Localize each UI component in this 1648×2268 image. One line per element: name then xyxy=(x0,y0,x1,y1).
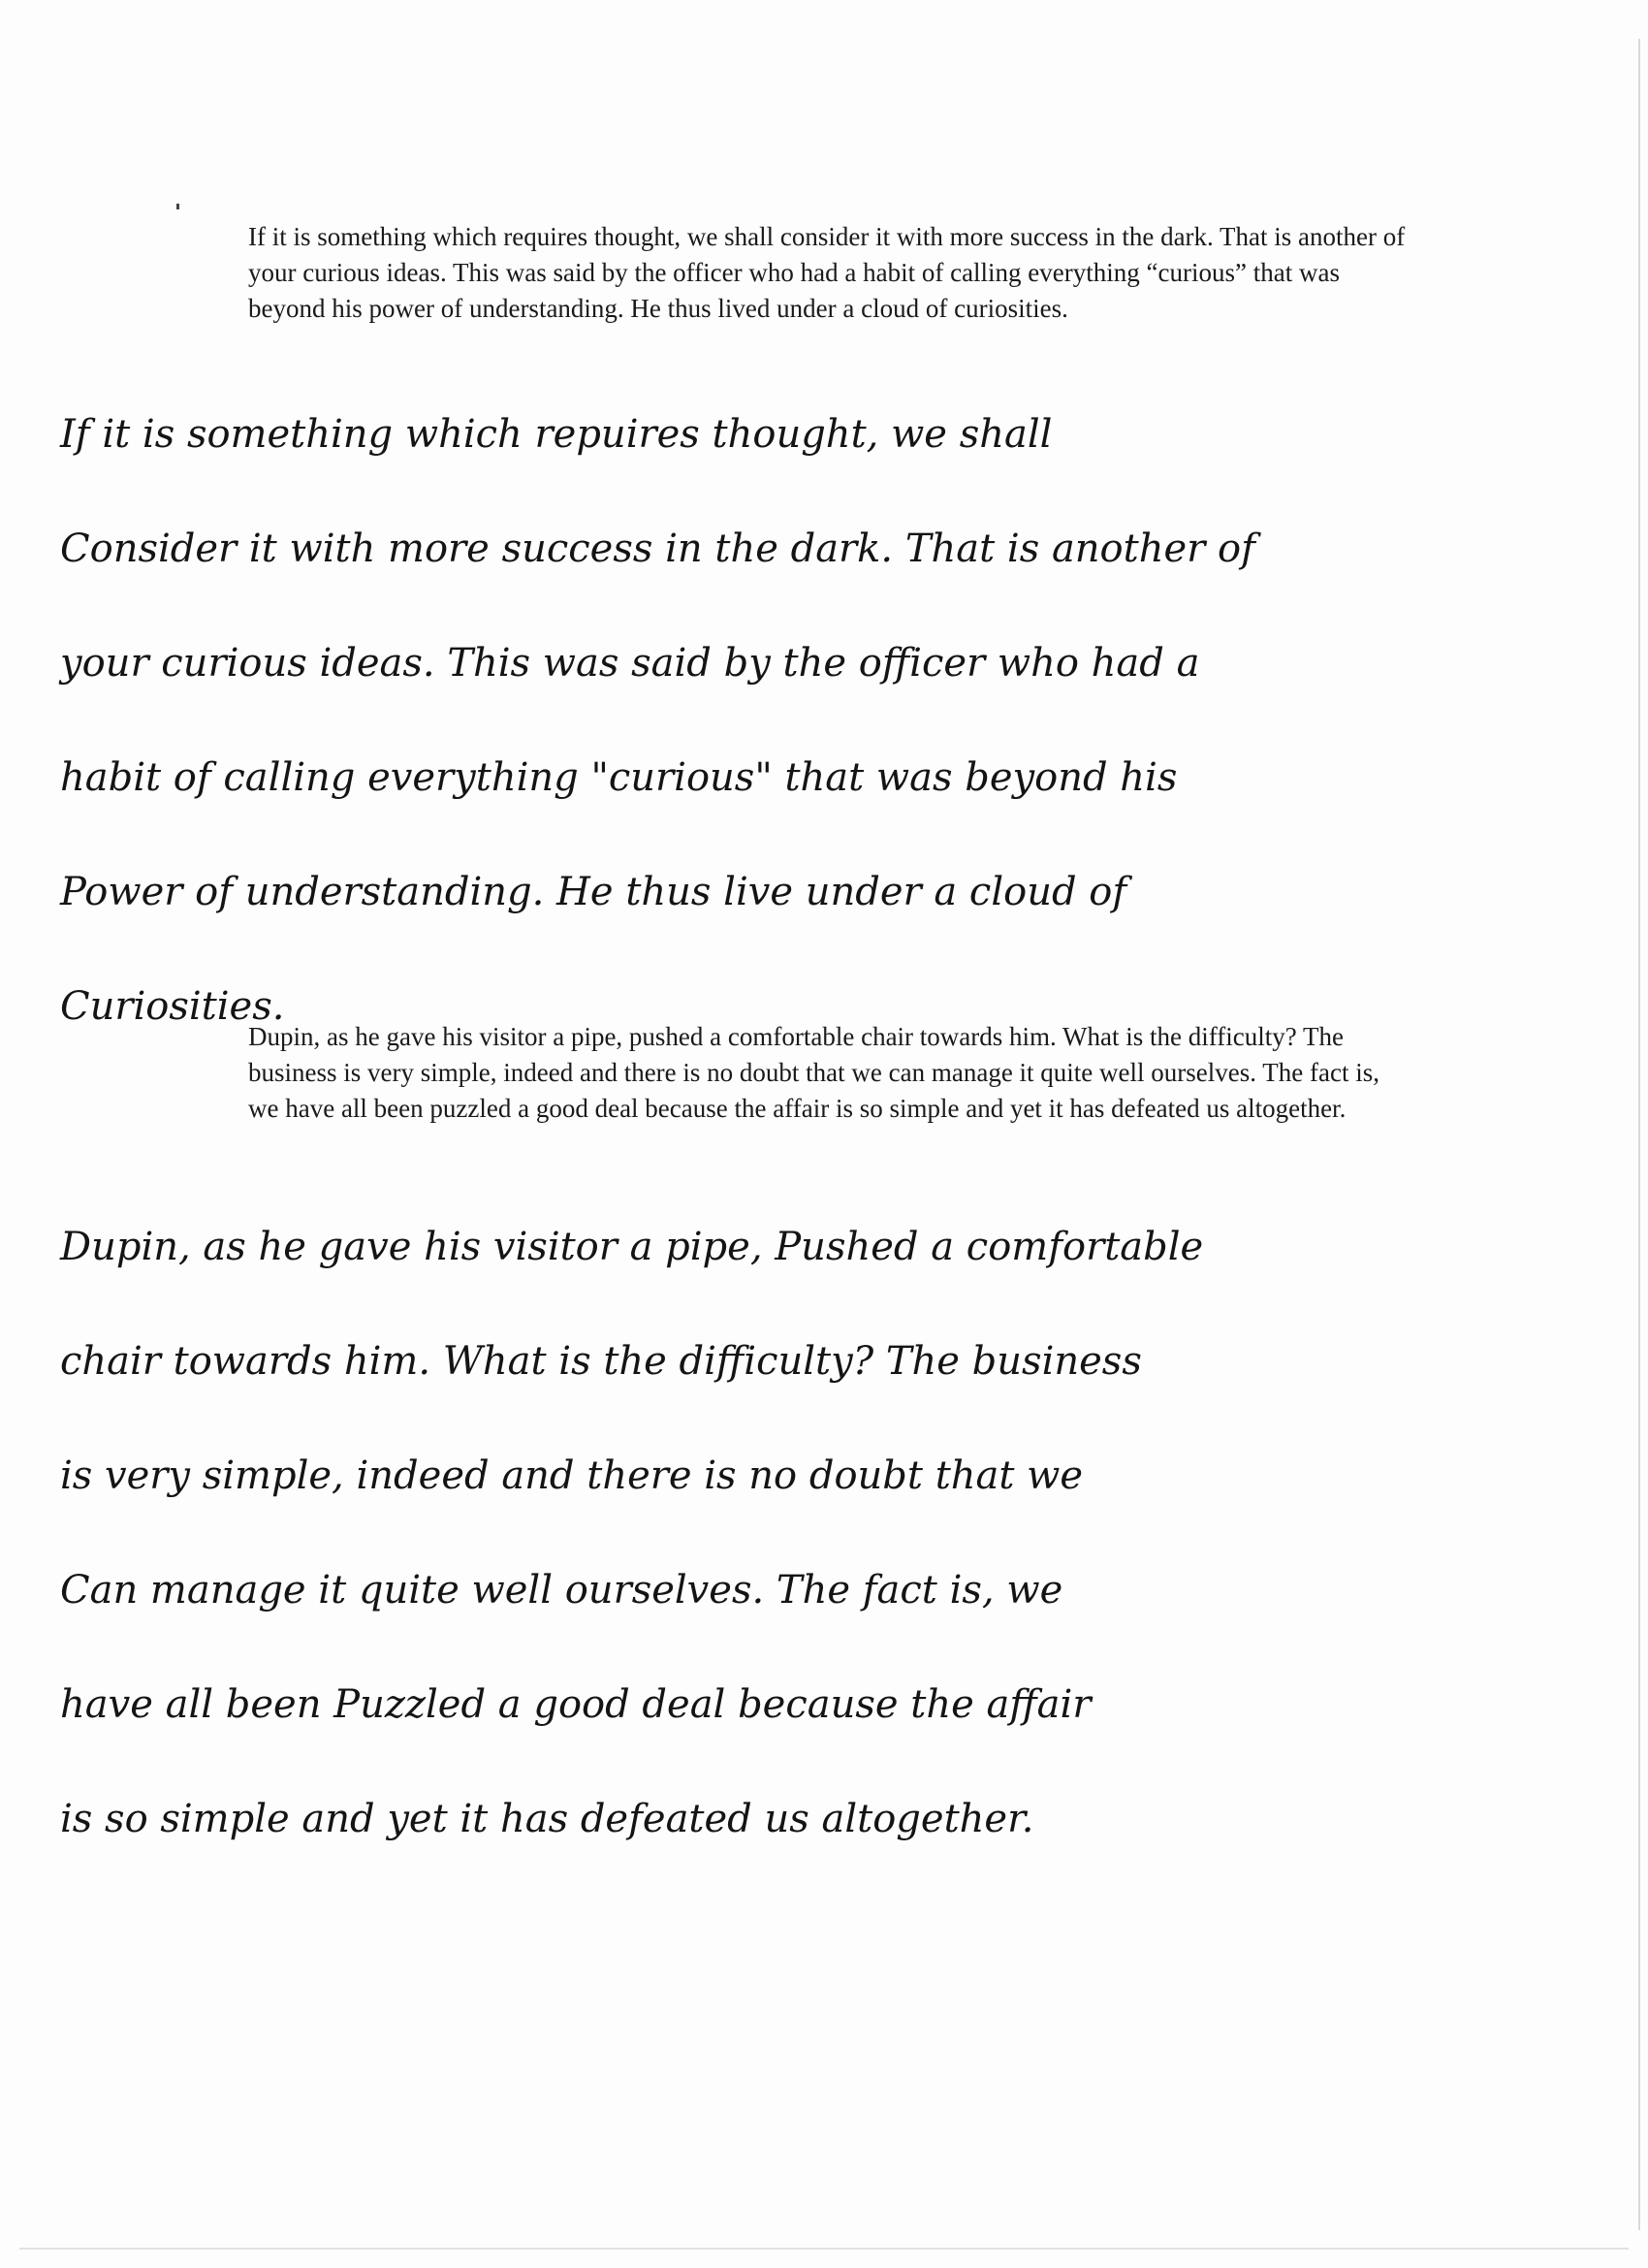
stray-mark xyxy=(176,204,179,209)
handwritten-line: habit of calling everything "curious" that was beyond his xyxy=(60,755,1178,800)
scan-edge-right xyxy=(1638,39,1640,2230)
handwritten-line: is so simple and yet it has defeated us altogether. xyxy=(60,1797,1034,1841)
handwritten-line: chair towards him. What is the difficulty? The business xyxy=(60,1339,1142,1384)
handwritten-line: Dupin, as he gave his visitor a pipe, Pushed a comfortable xyxy=(60,1225,1204,1269)
handwritten-line: Can manage it quite well ourselves. The fact is, we xyxy=(60,1568,1063,1613)
handwritten-line: Power of understanding. He thus live under a cloud of xyxy=(60,870,1127,914)
typed-paragraph-1: If it is something which requires thought, we shall consider it with more success in the dark. That is another of your curious ideas. This was said by the officer who had a habit of calling everything “curious” that was beyond his power of understanding. He thus lived under a cloud of curiosities. xyxy=(248,222,1406,323)
handwritten-paragraph-2 xyxy=(60,1225,1592,1911)
handwritten-paragraph-1 xyxy=(60,412,1592,1099)
handwritten-line: have all been Puzzled a good deal because the affair xyxy=(60,1682,1092,1727)
handwritten-line: If it is something which repuires thought, we shall xyxy=(60,412,1053,457)
handwritten-line: Consider it with more success in the dark. That is another of xyxy=(60,527,1255,571)
handwritten-line: your curious ideas. This was said by the officer who had a xyxy=(60,641,1200,686)
scan-edge-bottom xyxy=(19,2248,1629,2250)
typed-paragraph-2: Dupin, as he gave his visitor a pipe, pushed a comfortable chair towards him. What is the difficulty? The business is very simple, indeed and there is no doubt that we can manage it quite well ourselves. The fact is, we have all been puzzled a good deal because the affair is so simple and yet it has defeated us altogether. xyxy=(248,1022,1379,1123)
handwritten-line: Curiosities. xyxy=(60,984,285,1029)
handwritten-line: is very simple, indeed and there is no doubt that we xyxy=(60,1453,1084,1498)
